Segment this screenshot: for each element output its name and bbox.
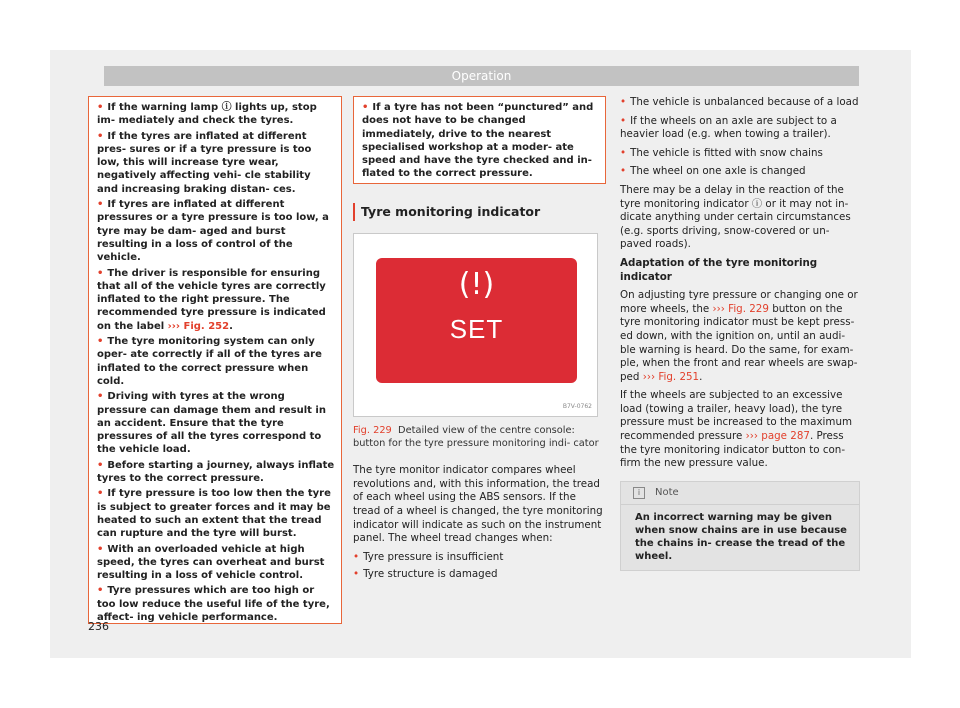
list-item: • Tyre structure is damaged [353,568,498,581]
warning-item: • The driver is responsible for ensuring that all of the vehicle tyres are correctly inflated to the right pressure. The recommended tyre pressure is indicated on the label ››› Fig. 252. [97,267,326,332]
paragraph: If the wheels are subjected to an excessive load (towing a trailer, heavy load), the tyre pressure must be increased to the maximum recommended pressure ››› page 287. Press the tyre monitoring indicator button to con- firm the new pressure value. [620,389,852,470]
warning-box [353,96,606,184]
tpms-set-button [376,258,577,383]
figure-229 [353,233,598,417]
warning-item: • If tyre pressure is too low then the tyre is subject to greater forces and it may be heated to such an extent that the tread can rupture and the tyre will burst. [97,488,331,540]
page-287-link[interactable]: ››› page 287 [745,430,810,443]
caption-label: Fig. 229 [353,425,392,436]
list-item: • The vehicle is unbalanced because of a load [620,96,859,108]
warning-item: • With an overloaded vehicle at high speed, the tyres can overheat and burst resulting in a loss of vehicle control. [97,543,325,582]
subheading: Adaptation of the tyre monitoring indicator [620,256,818,283]
body-text [353,464,606,582]
column-1 [88,96,342,624]
list-item: • Tyre pressure is insufficient [353,550,504,563]
page-header: Operation [104,66,859,86]
paragraph: There may be a delay in the reaction of the tyre monitoring indicator ⓘ or it may not in- dicate anything under certain circumstances (e.g. sports driving, snow-covered or un- paved roads). [620,183,851,251]
warning-item: • If the warning lamp ⓘ lights up, stop im- mediately and check the tyres. [97,102,317,127]
warning-item: • If tyres are inflated at different pressures or a tyre pressure is too low, a tyre may be dam- aged and burst resulting in a loss of control of the vehicle. [97,199,329,264]
paragraph: The tyre monitor indicator compares wheel revolutions and, with this information, the tread of each wheel using the ABS sensors. If the tread of a wheel is changed, the tyre monitoring indicator will indicate as such on the instrument panel. The wheel tread changes when: [353,464,603,545]
set-label: SET [449,314,504,344]
warning-item: • Before starting a journey, always inflate tyres to the correct pressure. [97,459,335,485]
note-header: i Note [621,482,859,505]
figure-code: B7V-0762 [562,403,592,411]
figure-caption: Fig. 229 Detailed view of the centre console: button for the tyre pressure monitoring indi- cator [353,425,599,449]
fig-252-link[interactable]: ››› Fig. 252 [167,320,230,332]
fig-251-link[interactable]: ››› Fig. 251 [642,370,700,383]
warning-item: • Tyre pressures which are too high or too low reduce the useful life of the tyre, affect- ing vehicle performance. [97,585,330,623]
column-3 [620,96,860,571]
paragraph: On adjusting tyre pressure or changing one or more wheels, the ››› Fig. 229 button on the tyre monitoring indicator must be kept press- ed down, with the ignition on, until an audi- ble warning is heard. Do the same, for exam- ple, when the front and rear wheels are swap- ped ››› Fig. 251. [620,289,858,383]
list-item: • If the wheels on an axle are subject to a heavier load (e.g. when towing a trailer). [620,114,837,141]
section-title: Tyre monitoring indicator [353,203,606,221]
list-item: • The vehicle is fitted with snow chains [620,146,823,159]
list-item: • The wheel on one axle is changed [620,165,806,178]
page-number: 236 [88,620,109,633]
warning-box [88,96,342,624]
note-box [620,481,860,571]
warning-item: • If a tyre has not been “punctured” and does not have to be changed immediately, drive to the nearest specialised workshop at a moder- ate speed and have the tyre checked and in- flated to the correct pressure. [362,102,594,180]
fig-229-link[interactable]: ››› Fig. 229 [712,302,769,315]
info-icon: i [633,487,645,499]
warning-item: • If the tyres are inflated at different pres- sures or if a tyre pressure is too low, this will increase tyre wear, negatively affecting vehi- cle stability and increasing braking distan- ces. [97,130,312,195]
warning-item: • The tyre monitoring system can only oper- ate correctly if all of the tyres are inflated to the correct pressure when cold. [97,336,322,387]
warning-item: • Driving with tyres at the wrong pressure can damage them and result in an accident. Ensure that the tyre pressures of all the tyres correspond to the vehicle load. [97,391,326,456]
tyre-warning-icon: (!) [458,267,495,302]
note-text: An incorrect warning may be given when snow chains are in use because the chains in- crease the tread of the wheel. [635,511,847,562]
column-2 [353,96,606,583]
